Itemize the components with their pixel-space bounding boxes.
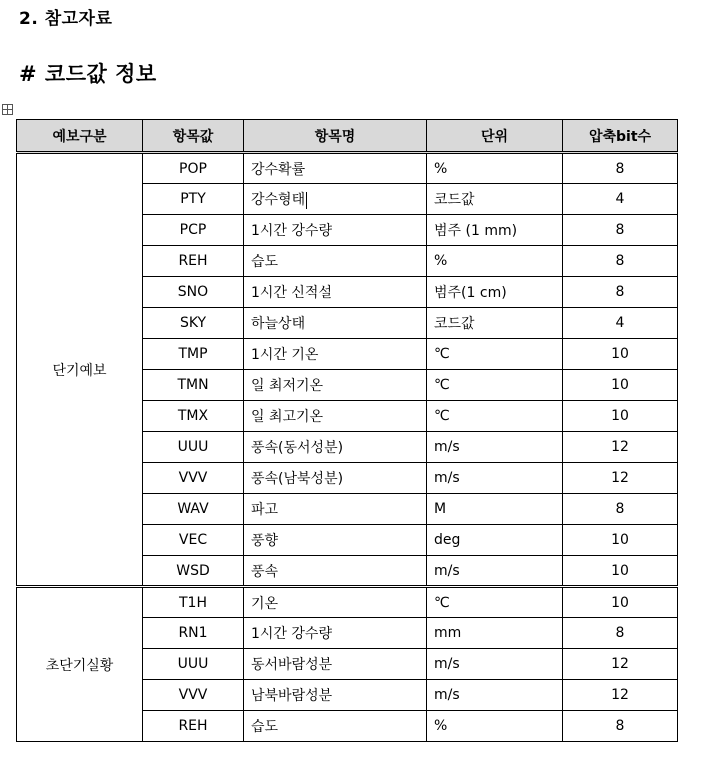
header-item-name: 항목명 (244, 120, 427, 153)
item-name-cell: 풍속(동서성분) (244, 432, 427, 463)
compression-bits-cell: 4 (563, 308, 678, 339)
item-name-cell: 1시간 기온 (244, 339, 427, 370)
compression-bits-cell: 8 (563, 215, 678, 246)
compression-bits-cell: 12 (563, 463, 678, 494)
item-name-cell: 동서바람성분 (244, 649, 427, 680)
item-code-cell: VEC (143, 525, 244, 556)
item-code-cell: UUU (143, 432, 244, 463)
compression-bits-cell: 8 (563, 277, 678, 308)
item-code-cell: T1H (143, 587, 244, 618)
compression-bits-cell: 10 (563, 525, 678, 556)
unit-cell: % (427, 711, 563, 742)
item-code-cell: PCP (143, 215, 244, 246)
table-header-row (17, 120, 678, 153)
compression-bits-cell: 8 (563, 246, 678, 277)
header-unit: 단위 (427, 120, 563, 153)
item-name-cell: 강수형태 (244, 184, 427, 215)
item-code-cell: SNO (143, 277, 244, 308)
item-name-cell: 1시간 강수량 (244, 618, 427, 649)
unit-cell: ℃ (427, 401, 563, 432)
section-heading: 2. 참고자료 (19, 9, 113, 29)
item-code-cell: WSD (143, 556, 244, 587)
item-code-cell: WAV (143, 494, 244, 525)
item-name-cell: 하늘상태 (244, 308, 427, 339)
item-code-cell: PTY (143, 184, 244, 215)
compression-bits-cell: 12 (563, 680, 678, 711)
unit-cell: % (427, 246, 563, 277)
subsection-heading: # 코드값 정보 (19, 62, 157, 86)
forecast-type-cell: 단기예보 (17, 153, 143, 587)
unit-cell: 범주(1 cm) (427, 277, 563, 308)
item-name-cell: 1시간 강수량 (244, 215, 427, 246)
header-compression-bits: 압축bit수 (563, 120, 678, 153)
item-code-cell: TMX (143, 401, 244, 432)
table-body (17, 153, 678, 742)
item-code-cell: UUU (143, 649, 244, 680)
item-name-cell: 남북바람성분 (244, 680, 427, 711)
item-name-cell: 풍속(남북성분) (244, 463, 427, 494)
compression-bits-cell: 10 (563, 556, 678, 587)
compression-bits-cell: 8 (563, 618, 678, 649)
header-forecast-type: 예보구분 (17, 120, 143, 153)
unit-cell: 코드값 (427, 308, 563, 339)
item-code-cell: VVV (143, 680, 244, 711)
item-name-cell: 풍속 (244, 556, 427, 587)
compression-bits-cell: 12 (563, 432, 678, 463)
unit-cell: m/s (427, 680, 563, 711)
compression-bits-cell: 8 (563, 711, 678, 742)
item-name-cell: 일 최고기온 (244, 401, 427, 432)
item-code-cell: VVV (143, 463, 244, 494)
item-name-cell: 습도 (244, 711, 427, 742)
item-name-cell: 강수확률 (244, 153, 427, 184)
item-code-cell: POP (143, 153, 244, 184)
compression-bits-cell: 10 (563, 339, 678, 370)
code-table (16, 119, 678, 742)
unit-cell: 범주 (1 mm) (427, 215, 563, 246)
compression-bits-cell: 10 (563, 401, 678, 432)
forecast-type-cell: 초단기실황 (17, 587, 143, 742)
unit-cell: m/s (427, 556, 563, 587)
compression-bits-cell: 8 (563, 153, 678, 184)
item-name-cell: 습도 (244, 246, 427, 277)
unit-cell: m/s (427, 463, 563, 494)
item-name-cell: 일 최저기온 (244, 370, 427, 401)
table-row (17, 153, 678, 184)
item-code-cell: RN1 (143, 618, 244, 649)
compression-bits-cell: 10 (563, 370, 678, 401)
item-name-cell: 파고 (244, 494, 427, 525)
item-name-cell: 1시간 신적설 (244, 277, 427, 308)
unit-cell: m/s (427, 649, 563, 680)
compression-bits-cell: 8 (563, 494, 678, 525)
table-row (17, 587, 678, 618)
header-item-code: 항목값 (143, 120, 244, 153)
unit-cell: ℃ (427, 587, 563, 618)
item-name-cell: 풍향 (244, 525, 427, 556)
unit-cell: ℃ (427, 339, 563, 370)
unit-cell: deg (427, 525, 563, 556)
table-move-handle-icon[interactable] (2, 104, 13, 115)
compression-bits-cell: 10 (563, 587, 678, 618)
unit-cell: M (427, 494, 563, 525)
unit-cell: m/s (427, 432, 563, 463)
unit-cell: 코드값 (427, 184, 563, 215)
item-code-cell: TMN (143, 370, 244, 401)
item-name-cell: 기온 (244, 587, 427, 618)
item-code-cell: SKY (143, 308, 244, 339)
text-cursor (306, 192, 307, 209)
item-code-cell: REH (143, 711, 244, 742)
compression-bits-cell: 4 (563, 184, 678, 215)
unit-cell: % (427, 153, 563, 184)
item-code-cell: REH (143, 246, 244, 277)
unit-cell: mm (427, 618, 563, 649)
unit-cell: ℃ (427, 370, 563, 401)
compression-bits-cell: 12 (563, 649, 678, 680)
item-code-cell: TMP (143, 339, 244, 370)
